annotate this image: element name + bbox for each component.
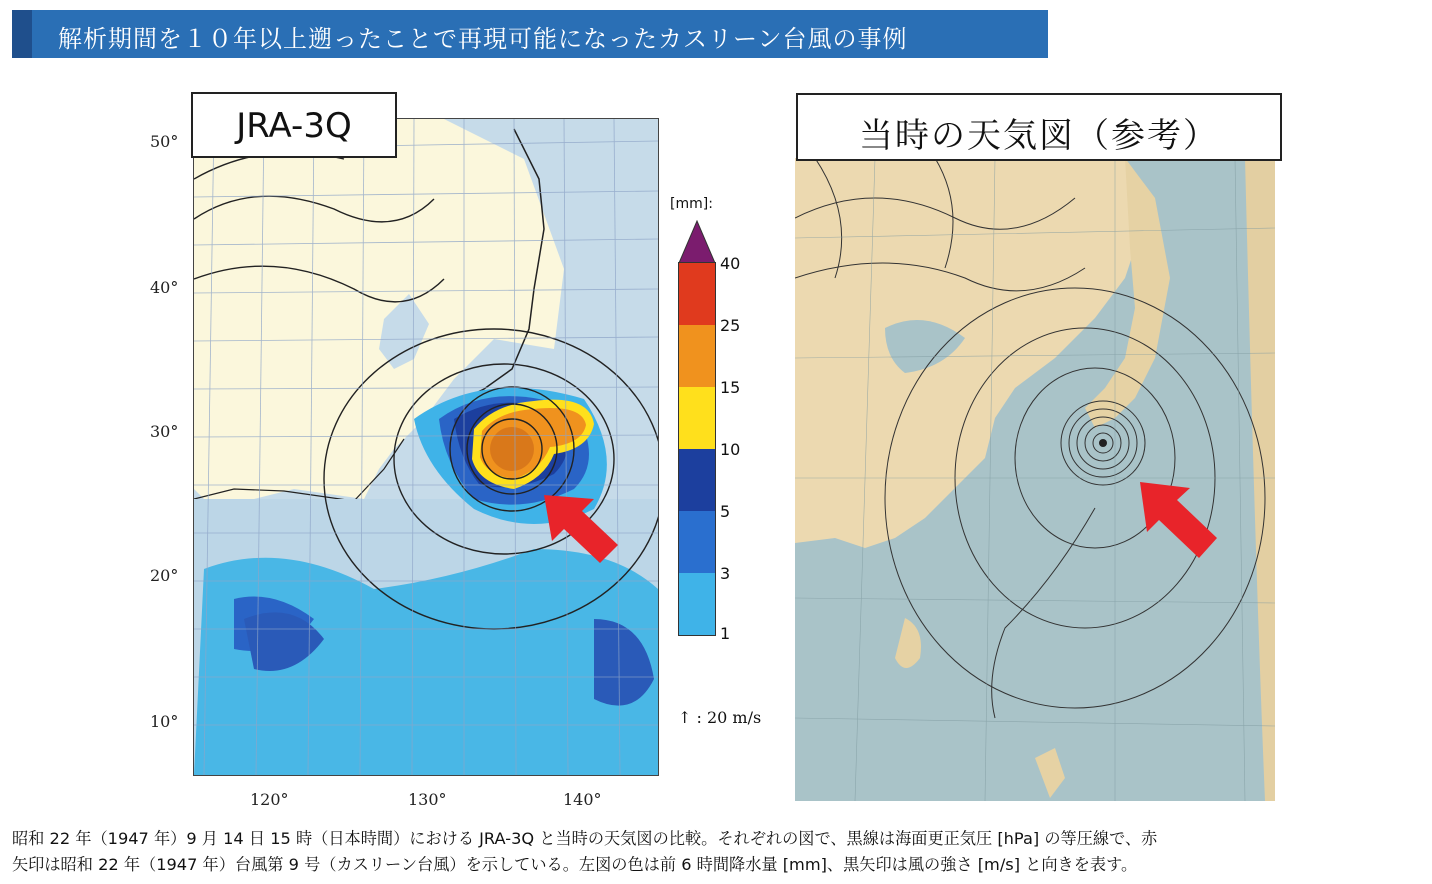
lon-tick-130: 130°: [408, 790, 447, 809]
wind-arrow-icon: ↑: [678, 708, 692, 727]
banner-title: 解析期間を１０年以上遡ったことで再現可能になったカスリーン台風の事例: [58, 25, 908, 53]
jra3q-map: [193, 118, 659, 776]
jra3q-label-box: [191, 92, 397, 158]
caption-line-1: 昭和 22 年（1947 年）9 月 14 日 15 時（日本時間）における JRA-3Q と当時の天気図の比較。それぞれの図で、黒線は海面更正気圧 [hPa] の等圧線で、赤: [12, 829, 1158, 848]
colorbar-band-5-10: [679, 449, 715, 511]
jra3q-map-graphic: [194, 119, 658, 775]
colorbar-band-25-40: [679, 263, 715, 325]
colorbar-label-10: 10: [720, 440, 741, 459]
colorbar-label-3: 3: [720, 564, 731, 583]
historical-map-label: 当時の天気図（参考）: [859, 116, 1219, 156]
wind-legend-text: : 20 m/s: [696, 708, 762, 727]
colorbar-band-3-5: [679, 511, 715, 573]
colorbar-band-15-25: [679, 325, 715, 387]
title-banner: [12, 10, 1048, 58]
caption-line-2: 矢印は昭和 22 年（1947 年）台風第 9 号（カスリーン台風）を示している。左図の色は前 6 時間降水量 [mm]、黒矢印は風の強さ [m/s] と向きを表す。: [12, 855, 1138, 874]
colorbar-label-5: 5: [720, 502, 731, 521]
colorbar-overflow-triangle: [678, 220, 716, 264]
colorbar-label-1: 1: [720, 624, 731, 643]
lat-tick-10: 10°: [150, 712, 179, 731]
lat-tick-20: 20°: [150, 566, 179, 585]
precip-colorbar: [678, 262, 716, 636]
colorbar-label-15: 15: [720, 378, 741, 397]
jra3q-label: JRA-3Q: [236, 106, 352, 146]
lat-tick-40: 40°: [150, 278, 179, 297]
colorbar-band-10-15: [679, 387, 715, 449]
lat-tick-30: 30°: [150, 422, 179, 441]
colorbar-label-25: 25: [720, 316, 741, 335]
lat-tick-50: 50°: [150, 132, 179, 151]
colorbar-unit: [mm]:: [670, 196, 713, 212]
colorbar-label-40: 40: [720, 254, 741, 273]
historical-map-graphic: [795, 158, 1275, 801]
wind-legend: [678, 708, 761, 727]
colorbar-band-1-3: [679, 573, 715, 635]
historical-map-label-box: [796, 93, 1282, 161]
lon-tick-140: 140°: [563, 790, 602, 809]
historical-weather-map: [795, 158, 1275, 801]
lon-tick-120: 120°: [250, 790, 289, 809]
figure-caption: [12, 826, 1422, 878]
banner-strip: [12, 10, 32, 58]
